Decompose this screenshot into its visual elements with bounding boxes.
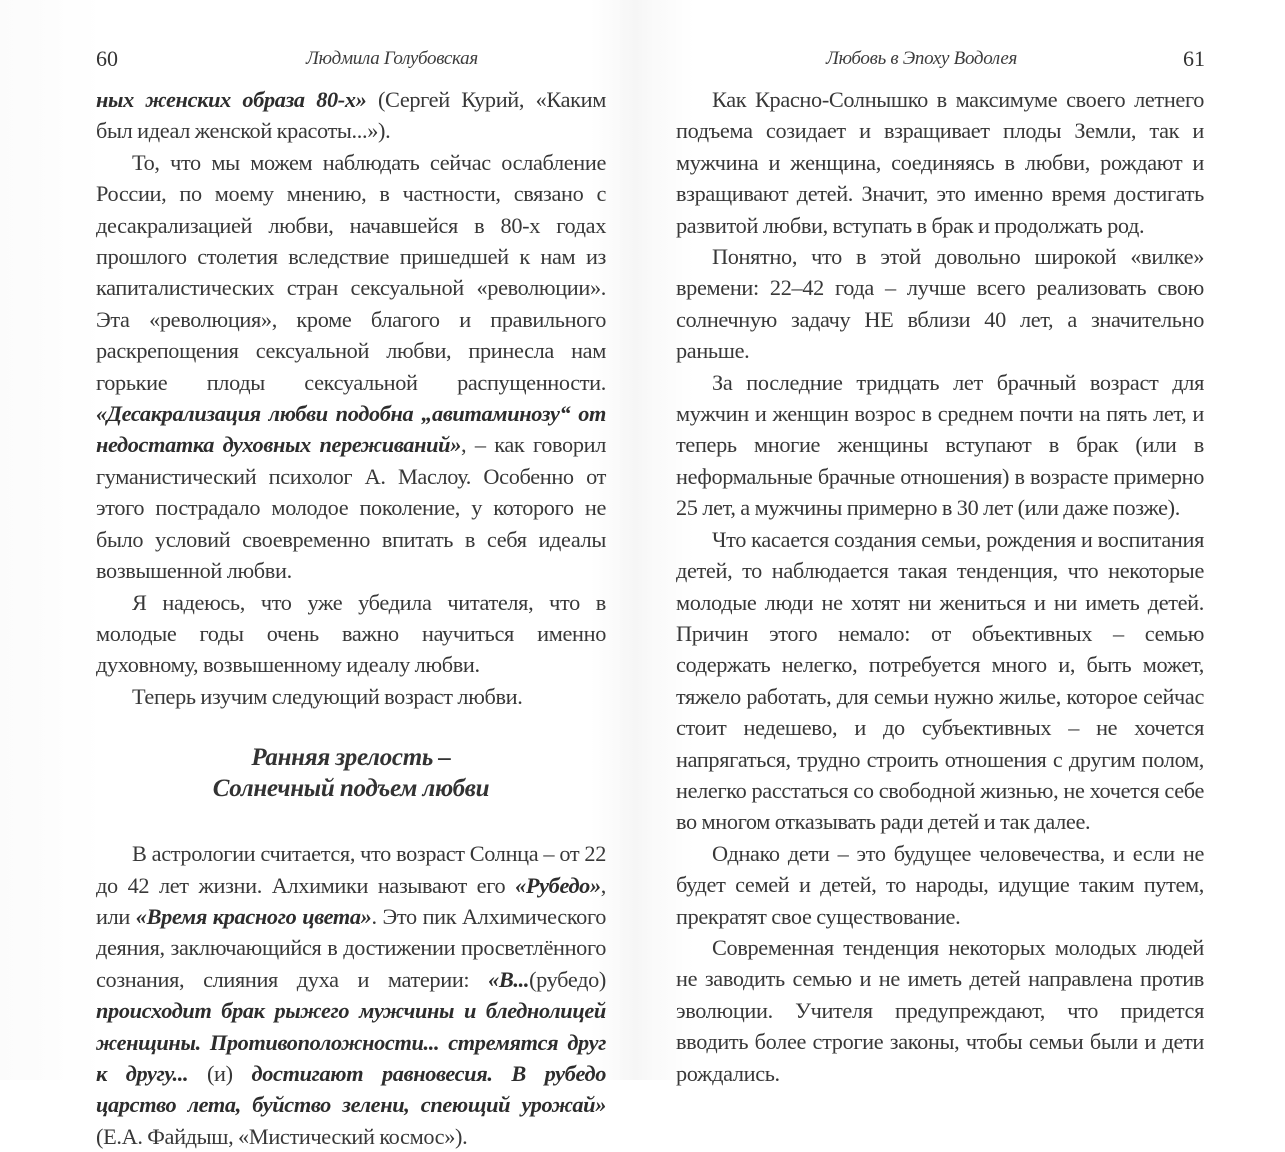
- section-heading-line-1: Ранняя зрелость –: [251, 744, 451, 772]
- emphasized-quote: «Рубедо»: [515, 872, 601, 898]
- left-page: [0, 0, 640, 1149]
- text-run: Понятно, что в этой довольно широкой «вилке» времени: 22–42 года – лучше всего реализовать свою солнечную задачу НЕ вблизи 40 лет, а значительно раньше.: [676, 244, 1204, 364]
- right-running-head: [680, 44, 1205, 74]
- paragraph: [676, 932, 1204, 1089]
- emphasized-quote: «Время красного цвета»: [135, 903, 372, 929]
- text-run: , – как говорил гуманистический психолог А. Маслоу. Особенно от этого пострадало молодое поколение, у которого не было условий своевременно впитать в себя идеалы возвышенной любви.: [96, 432, 607, 584]
- text-run: (рубедо): [529, 966, 606, 992]
- text-run: Теперь изучим следующий возраст любви.: [132, 683, 523, 709]
- text-run: (Сергей Курий, «Каким был идеал женской красоты...»).: [96, 87, 606, 144]
- right-text-block: [676, 84, 1204, 1089]
- text-run: Как Красно-Солнышко в максимуме своего летнего подъема созидает и взращивает плоды Земли, так и мужчина и женщина, соединяясь в любви, рождают и взращивают детей. Значит, это именно время достигать развитой любви, вступать в брак и продолжать род.: [676, 87, 1204, 238]
- page-number-left: 60: [96, 46, 118, 71]
- text-run: (Е.А. Файдыш, «Мистический космос»).: [96, 1123, 468, 1149]
- paragraph: [676, 367, 1204, 524]
- left-paragraphs: [96, 84, 606, 712]
- paragraph: [96, 147, 606, 587]
- text-run: За последние тридцать лет брачный возраст для мужчин и женщин возрос в среднем почти на пять лет, и теперь многие женщины вступают в брак (или в неформальные брачные отношения) в возрасте примерно 25 лет, а мужчины примерно в 30 лет (или даже позже).: [676, 369, 1204, 521]
- paragraph: [96, 587, 606, 681]
- section-heading: [96, 742, 606, 804]
- text-run: В астрологии считается, что возраст Солнца – от 22 до 42 лет жизни. Алхимики называют его: [96, 841, 606, 898]
- text-run: Я надеюсь, что уже убедила читателя, что в молодые годы очень важно научиться именно духовному, возвышенному идеалу любви.: [96, 589, 606, 678]
- right-page: [640, 0, 1285, 1086]
- text-run: Современная тенденция некоторых молодых людей не заводить семью и не иметь детей направлена против эволюции. Учителя предупреждают, что придется вводить более строгие законы, чтобы семьи были и дети рождались.: [676, 934, 1204, 1086]
- text-run: Однако дети – это будущее человечества, и если не будет семей и детей, то народы, идущие таким путем, прекратят свое существование.: [676, 840, 1204, 929]
- emphasized-quote: «В...: [488, 966, 530, 992]
- left-text-block: [96, 84, 606, 1152]
- emphasized-quote: ных женских образа 80-х»: [96, 87, 367, 112]
- paragraph: [676, 84, 1204, 241]
- emphasized-quote: «Десакрализация любви подобна „авитаминозу“ от недостатка духовных переживаний»: [96, 401, 606, 458]
- right-paragraphs: [676, 84, 1204, 1089]
- left-running-head: [96, 44, 600, 74]
- text-run: Что касается создания семьи, рождения и воспитания детей, то наблюдается такая тенденция, что некоторые молодые люди не хотят ни жениться и ни иметь детей. Причин этого немало: от объективных – семью содержать нелегко, потребуется много и, быть может, тяжело работать, для семьи нужно жилье, которое сейчас стоит недешево, и до субъективных – не хочется напрягаться, трудно строить отношения с другим полом, нелегко расстаться со свободной жизнью, не хочется себе во многом отказывать ради детей и так далее.: [676, 526, 1204, 835]
- text-run: . Это пик Алхимического деяния, заключающийся в достижении просветлённого сознания, слияния духа и материи:: [96, 903, 607, 992]
- author-running-title: Людмила Голубовская: [306, 48, 478, 69]
- book-running-title: Любовь в Эпоху Водолея: [826, 48, 1018, 69]
- paragraph: [96, 84, 606, 147]
- paragraph: [96, 838, 606, 1152]
- text-run: То, что мы можем наблюдать сейчас ослабление России, по моему мнению, в частности, связано с десакрализацией любви, начавшейся в 80-х годах прошлого столетия вследствие пришедшей к нам из капиталистических стран сексуальной «революции». Эта «революция», кроме благого и правильного раскрепощения сексуальной любви, принесла нам горькие плоды сексуальной распущенности.: [96, 149, 606, 395]
- emphasized-quote: происходит брак рыжего мужчины и бледнолицей женщины. Противоположности... стремятся друг к другу...: [96, 998, 606, 1086]
- paragraph: [676, 524, 1204, 838]
- page-number-right: 61: [1183, 46, 1205, 71]
- section-heading-line-2: Солнечный подъем любви: [212, 775, 490, 803]
- left-paragraphs-after-heading: [96, 838, 606, 1152]
- paragraph: [676, 241, 1204, 367]
- text-run: (и): [188, 1060, 252, 1086]
- text-run: , или: [96, 872, 606, 929]
- paragraph: [676, 838, 1204, 932]
- paragraph: [96, 681, 606, 712]
- emphasized-quote: достигают равновесия. В рубедо царство лета, буйство зелени, спеющий урожай»: [96, 1060, 607, 1118]
